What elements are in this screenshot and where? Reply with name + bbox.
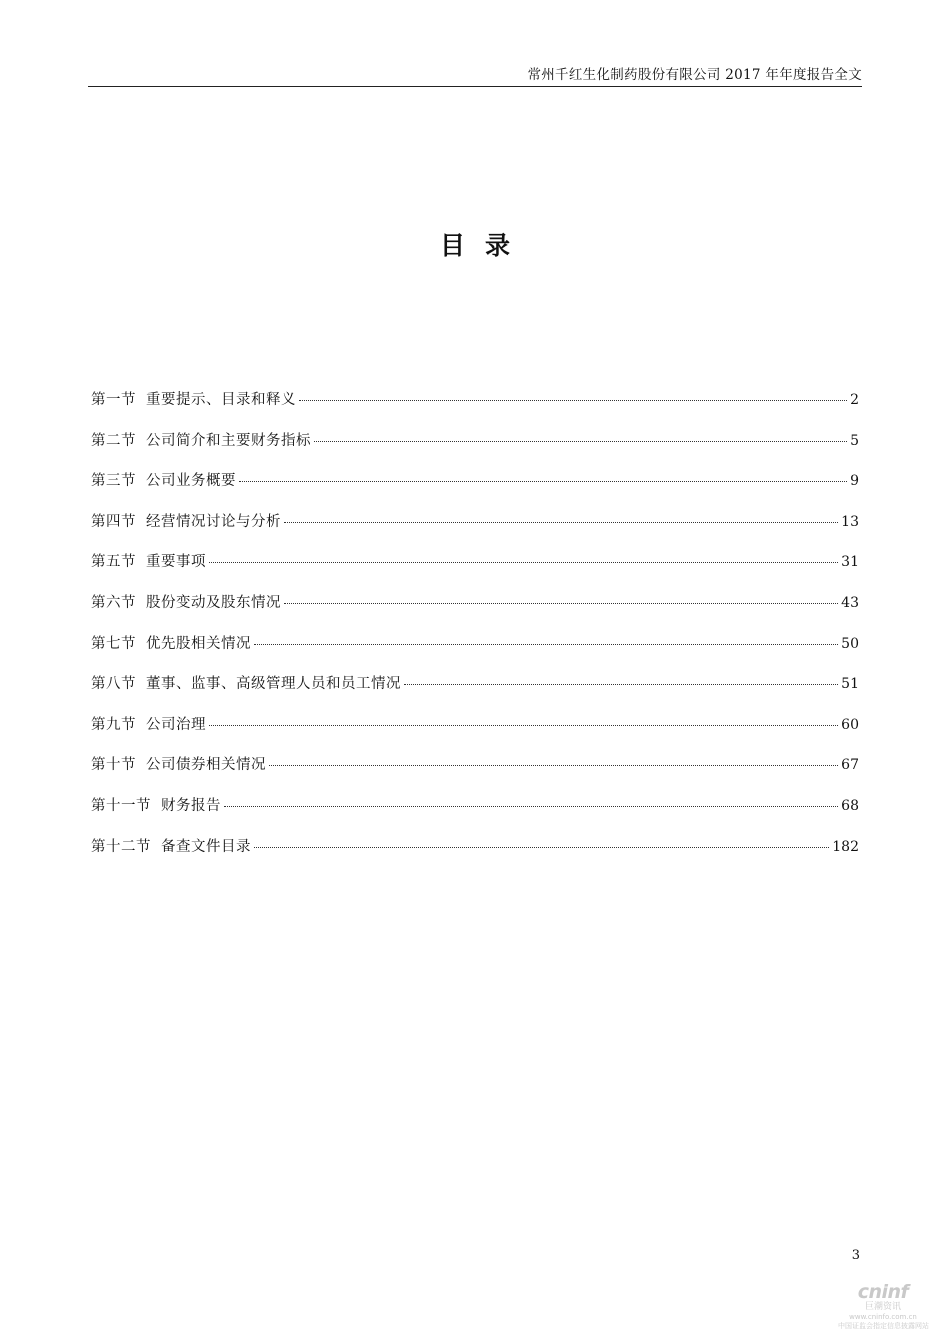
- toc-page-number: 60: [841, 716, 859, 733]
- toc-section-title: 公司业务概要: [146, 473, 236, 490]
- toc-section-title: 公司治理: [146, 716, 206, 733]
- toc-section-number: 第四节: [91, 513, 136, 530]
- toc-section-number: 第三节: [91, 473, 136, 490]
- toc-section-title: 重要事项: [146, 554, 206, 571]
- toc-page-number: 9: [850, 473, 859, 490]
- page-title: 目录: [439, 231, 530, 260]
- toc-section-title: 公司简介和主要财务指标: [146, 432, 311, 449]
- toc-page-number: 182: [832, 838, 859, 855]
- toc-section-number: 第十一节: [91, 797, 151, 814]
- toc-dot-leader: [239, 481, 847, 482]
- toc-section-title: 优先股相关情况: [146, 635, 251, 652]
- toc-page-number: 5: [850, 432, 859, 449]
- toc-entry[interactable]: [91, 713, 859, 754]
- toc-entry[interactable]: [91, 753, 859, 794]
- toc-page-number: 51: [841, 676, 859, 693]
- toc-dot-leader: [209, 562, 838, 563]
- toc-page-number: 43: [841, 594, 859, 611]
- toc-entry[interactable]: [91, 672, 859, 713]
- watermark-subtitle: 中国证监会指定信息披露网站: [838, 1322, 929, 1330]
- cninfo-logo: cninf: [857, 1281, 909, 1303]
- cninfo-watermark: [838, 1282, 928, 1331]
- toc-dot-leader: [209, 725, 838, 726]
- toc-section-title: 经营情况讨论与分析: [146, 513, 281, 530]
- toc-dot-leader: [224, 806, 838, 807]
- toc-section-number: 第十节: [91, 757, 136, 774]
- watermark-cn-name: 巨潮资讯: [864, 1302, 901, 1312]
- toc-section-title: 公司债券相关情况: [146, 757, 266, 774]
- toc-entry[interactable]: [91, 835, 859, 876]
- toc-dot-leader: [269, 765, 838, 766]
- toc-entry[interactable]: [91, 429, 859, 470]
- toc-section-number: 第八节: [91, 676, 136, 693]
- toc-dot-leader: [284, 603, 838, 604]
- page-header: [88, 64, 862, 87]
- toc-section-number: 第二节: [91, 432, 136, 449]
- toc-section-title: 股份变动及股东情况: [146, 594, 281, 611]
- toc-dot-leader: [404, 684, 838, 685]
- toc-section-number: 第五节: [91, 554, 136, 571]
- table-of-contents: [91, 388, 859, 875]
- toc-section-title: 董事、监事、高级管理人员和员工情况: [146, 676, 401, 693]
- toc-section-number: 第十二节: [91, 838, 151, 855]
- page-number: 3: [851, 1248, 860, 1263]
- toc-entry[interactable]: [91, 510, 859, 551]
- toc-page-number: 50: [841, 635, 859, 652]
- toc-section-number: 第一节: [91, 392, 136, 408]
- toc-page-number: 31: [841, 554, 859, 571]
- toc-page-number: 2: [850, 392, 859, 408]
- toc-dot-leader: [254, 644, 838, 645]
- toc-section-number: 第七节: [91, 635, 136, 652]
- toc-entry[interactable]: [91, 591, 859, 632]
- header-text: 常州千红生化制药股份有限公司 2017 年年度报告全文: [527, 67, 862, 83]
- toc-section-title: 财务报告: [161, 797, 221, 814]
- toc-section-number: 第九节: [91, 716, 136, 733]
- toc-section-title: 重要提示、目录和释义: [146, 392, 296, 408]
- toc-dot-leader: [299, 400, 847, 401]
- watermark-url: www.cninfo.com.cn: [849, 1313, 917, 1321]
- toc-entry[interactable]: [91, 388, 859, 429]
- toc-section-title: 备查文件目录: [161, 838, 251, 855]
- toc-dot-leader: [254, 847, 829, 848]
- toc-dot-leader: [284, 522, 838, 523]
- toc-entry[interactable]: [91, 469, 859, 510]
- toc-dot-leader: [314, 441, 847, 442]
- toc-page-number: 67: [841, 757, 859, 774]
- toc-page-number: 68: [841, 797, 859, 814]
- toc-page-number: 13: [841, 513, 859, 530]
- toc-entry[interactable]: [91, 632, 859, 673]
- toc-section-number: 第六节: [91, 594, 136, 611]
- toc-entry[interactable]: [91, 794, 859, 835]
- toc-entry[interactable]: [91, 550, 859, 591]
